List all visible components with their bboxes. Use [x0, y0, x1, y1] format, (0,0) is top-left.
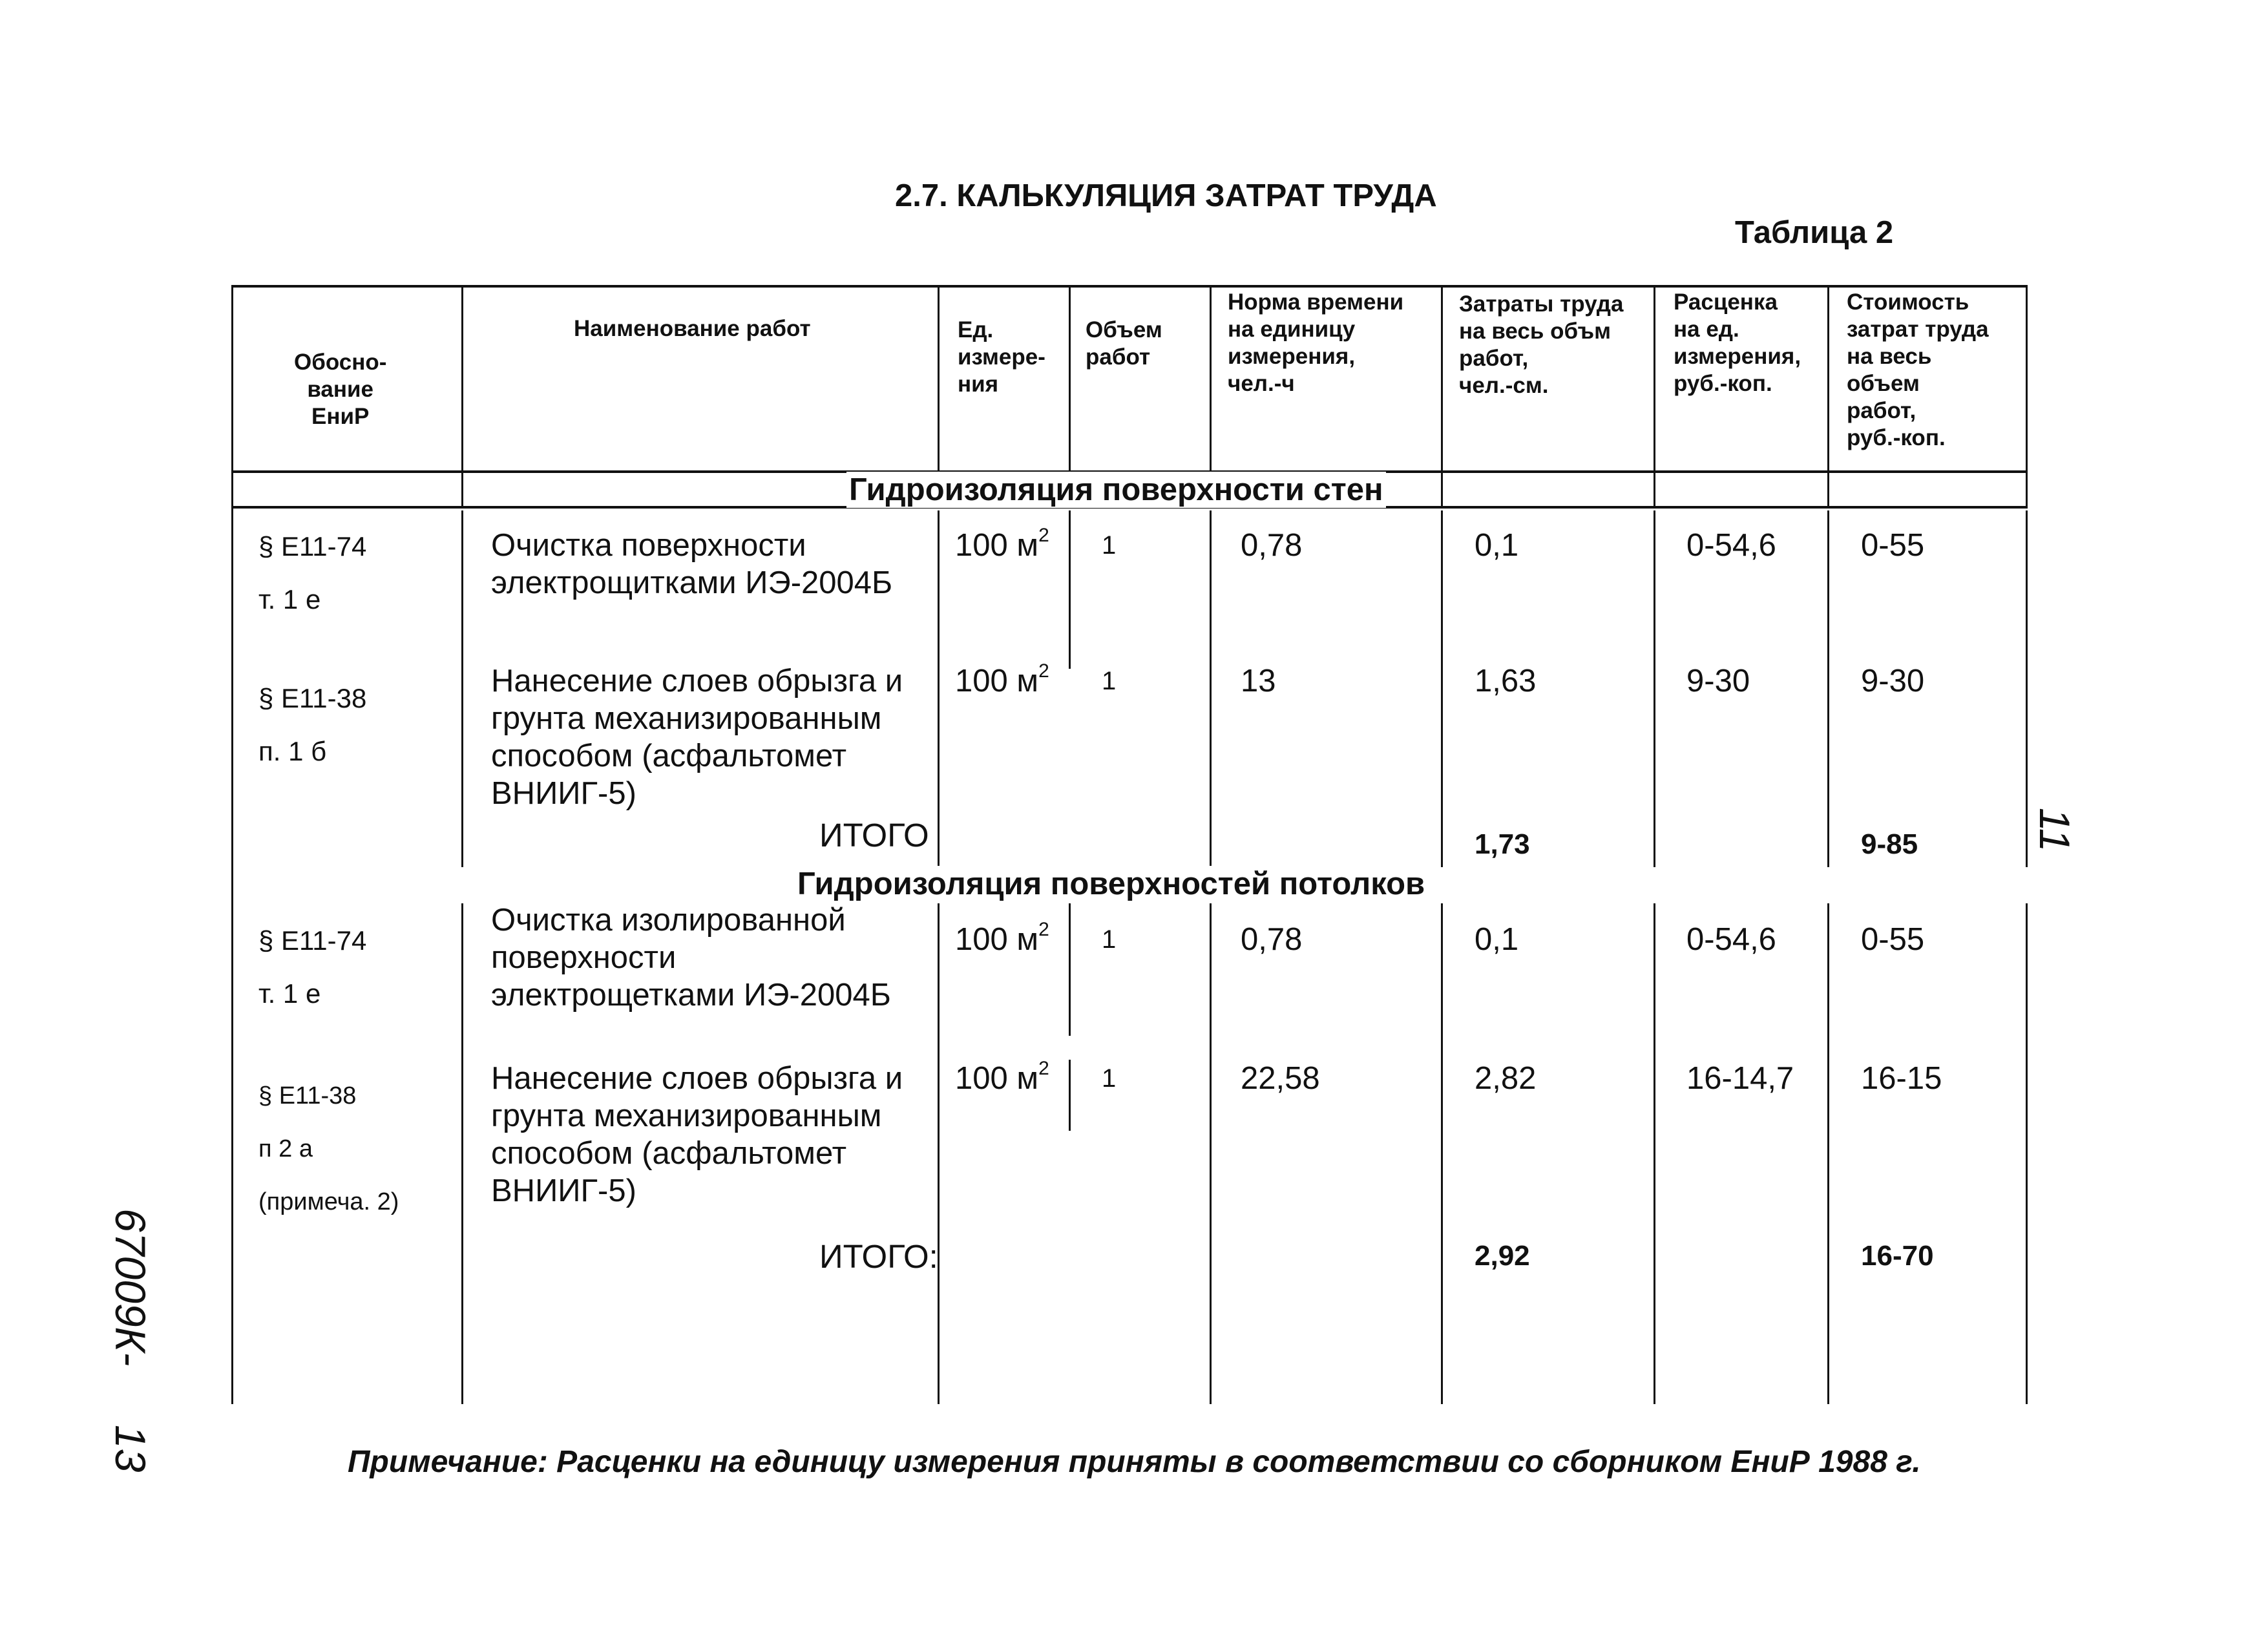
total-label: ИТОГО — [819, 817, 929, 854]
row-volume: 1 — [1102, 1064, 1117, 1093]
row-cost: 0-55 — [1861, 528, 1925, 563]
row-reference: § Е11-38 п. 1 б — [258, 683, 367, 766]
page-title: 2.7. КАЛЬКУЛЯЦИЯ ЗАТРАТ ТРУДА — [895, 178, 1437, 213]
row-volume: 1 — [1102, 531, 1117, 560]
row-time-norm: 0,78 — [1241, 922, 1303, 957]
header-work-name: Наименование работ — [574, 316, 811, 341]
document-code: 67009К- — [107, 1208, 154, 1367]
footnote: Примечание: Расценки на единицу измерения приняты в соответствии со сборником ЕниР 1988 г. — [348, 1445, 1921, 1479]
col-border-6-head — [1654, 285, 1655, 508]
section-title-walls: Гидроизоляция поверхности стен — [846, 472, 1386, 508]
col-border-7-s2 — [1827, 903, 1829, 1404]
row-labor: 1,63 — [1475, 664, 1537, 698]
total-labor: 1,73 — [1475, 828, 1530, 860]
page-number-right: 11 — [2031, 808, 2079, 852]
col-border-2-s2 — [938, 903, 940, 1404]
header-rate: Расценка на ед. измерения, руб.-коп. — [1674, 289, 1801, 396]
table-top-border — [231, 285, 2028, 288]
row-labor: 0,1 — [1475, 528, 1519, 563]
col-border-3-s2a — [1069, 903, 1071, 1036]
row-rate: 0-54,6 — [1686, 528, 1776, 563]
header-labor-cost: Затраты труда на весь объм работ, чел.-см. — [1459, 291, 1624, 398]
col-border-8-s1 — [2026, 510, 2028, 867]
col-border-2-s1 — [938, 510, 940, 867]
section-title-ceilings: Гидроизоляция поверхностей потолков — [795, 866, 1427, 902]
col-border-5-s2 — [1441, 903, 1443, 1404]
col-border-4-s1 — [1210, 510, 1212, 867]
row-labor: 0,1 — [1475, 922, 1519, 957]
row-cost: 9-30 — [1861, 664, 1925, 698]
row-volume: 1 — [1102, 667, 1117, 695]
row-reference: § Е11-38 п 2 а (примеча. 2) — [258, 1082, 399, 1215]
row-unit: 100 $м^2$ — [955, 919, 1049, 957]
row-work-name: Очистка поверхности электрощитками ИЭ-2004Б — [491, 528, 893, 600]
table-number: Таблица 2 — [1735, 215, 1894, 250]
col-border-7-head — [1827, 285, 1829, 508]
total-label: ИТОГО: — [819, 1238, 938, 1275]
row-cost: 0-55 — [1861, 922, 1925, 957]
col-border-3-s1 — [1069, 510, 1071, 669]
header-reference: Обосно- вание ЕниР — [294, 350, 387, 429]
row-unit: 100 $м^2$ — [955, 525, 1049, 563]
col-border-8-head — [2026, 285, 2028, 508]
row-work-name: Нанесение слоев обрызга и грунта механизированным способом (асфальтомет ВНИИГ-5) — [491, 664, 903, 811]
row-rate: 9-30 — [1686, 664, 1750, 698]
row-cost: 16-15 — [1861, 1061, 1942, 1096]
col-border-1-s1 — [461, 510, 463, 867]
col-border-3-s2b — [1069, 1060, 1071, 1131]
total-cost: 9-85 — [1861, 828, 1918, 860]
row-time-norm: 0,78 — [1241, 528, 1303, 563]
row-work-name: Нанесение слоев обрызга и грунта механизированным способом (асфальтомет ВНИИГ-5) — [491, 1061, 903, 1208]
row-unit: 100 $м^2$ — [955, 660, 1049, 698]
row-reference: § Е11-74 т. 1 е — [258, 925, 367, 1009]
row-unit: 100 $м^2$ — [955, 1058, 1049, 1096]
row-reference: § Е11-74 т. 1 е — [258, 531, 367, 614]
col-border-5-head — [1441, 285, 1443, 508]
col-border-7-s1 — [1827, 510, 1829, 867]
row-time-norm: 13 — [1241, 664, 1276, 698]
header-volume: Объем работ — [1086, 317, 1162, 370]
header-total-cost: Стоимость затрат труда на весь объем работ, руб.-коп. — [1847, 289, 1989, 450]
col-border-0 — [231, 285, 233, 1404]
col-border-1-head — [461, 285, 463, 508]
row-time-norm: 22,58 — [1241, 1061, 1320, 1096]
col-border-4-s2 — [1210, 903, 1212, 1404]
total-labor: 2,92 — [1475, 1240, 1530, 1272]
col-border-8-s2 — [2026, 903, 2028, 1404]
total-cost: 16-70 — [1861, 1240, 1934, 1272]
col-border-1-s2 — [461, 903, 463, 1404]
row-volume: 1 — [1102, 925, 1117, 954]
col-border-6-s1 — [1654, 510, 1655, 867]
row-work-name: Очистка изолированной поверхности электрощетками ИЭ-2004Б — [491, 903, 891, 1013]
col-border-5-s1 — [1441, 510, 1443, 867]
header-unit: Ед. измере- ния — [958, 317, 1045, 397]
header-time-norm: Норма времени на единицу измерения, чел.-ч — [1228, 289, 1404, 396]
page-number-left: 13 — [107, 1425, 154, 1473]
row-rate: 0-54,6 — [1686, 922, 1776, 957]
col-border-6-s2 — [1654, 903, 1655, 1404]
row-labor: 2,82 — [1475, 1061, 1537, 1096]
row-rate: 16-14,7 — [1686, 1061, 1794, 1096]
